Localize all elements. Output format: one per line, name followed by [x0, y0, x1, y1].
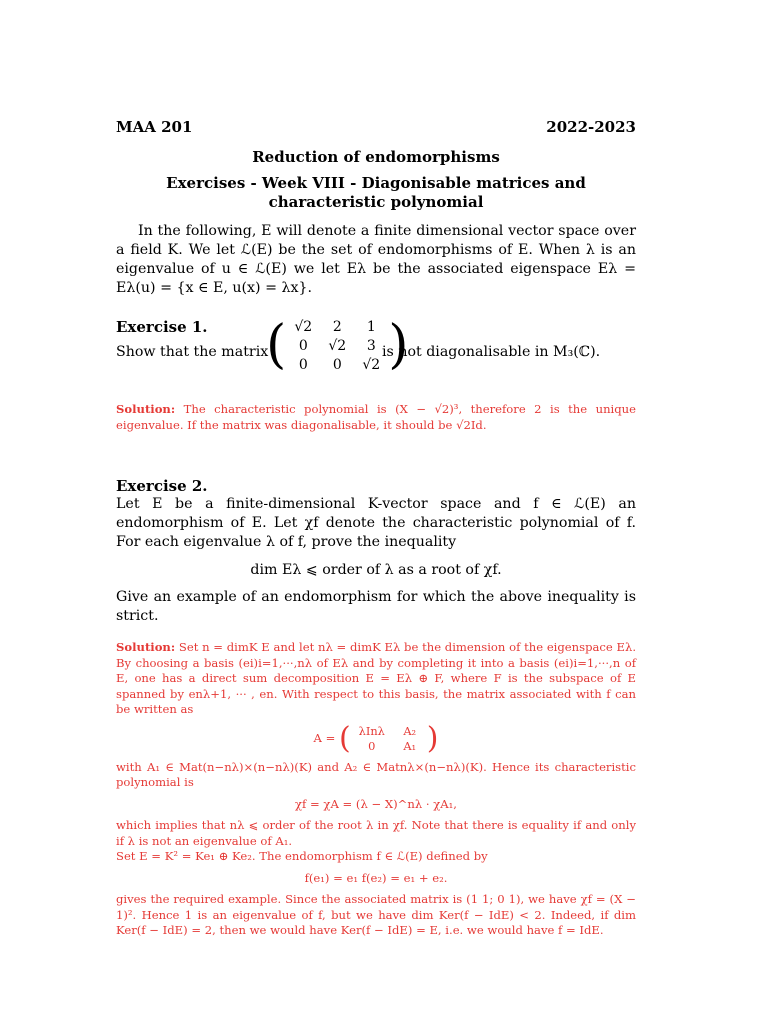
exercise-1-solution	[116, 402, 636, 433]
solution-text: The characteristic polynomial is (X − √2)³, therefore 2 is the unique eigenvalue. If the matrix was diagonalisable, it should be √2Id.	[116, 402, 636, 432]
exercise-1-text-before: Show that the matrix	[116, 344, 269, 360]
exercise-2-inequality: dim Eλ ⩽ order of λ as a root of χf.	[250, 562, 502, 578]
left-paren: (	[339, 720, 351, 756]
solution-paragraph-3: which implies that nλ ⩽ order of the root λ in χf. Note that there is equality if and only if λ is not an eigenvalue of A₁.	[116, 818, 636, 848]
matrix-lhs: A =	[313, 730, 336, 745]
document-title: Reduction of endomorphisms	[252, 148, 500, 166]
block-matrix	[339, 720, 439, 756]
matrix-cell: λInλ	[358, 723, 385, 738]
matrix-cell: √2	[328, 338, 347, 354]
matrix-cell: 3	[366, 338, 376, 354]
right-paren: )	[388, 315, 409, 375]
matrix-cell: 1	[366, 319, 376, 335]
solution-label: Solution:	[116, 402, 176, 416]
solution-paragraph-1	[116, 640, 636, 718]
exercise-1-text-after: is not diagonalisable in M₃(ℂ).	[382, 344, 601, 360]
academic-year: 2022-2023	[546, 118, 636, 136]
course-code: MAA 201	[116, 118, 193, 136]
matrix-cell: 2	[332, 319, 342, 335]
exercise-2-heading: Exercise 2.	[116, 477, 208, 495]
exercise-2-question: Give an example of an endomorphism for which the above inequality is strict.	[116, 589, 636, 624]
matrix-cell: 0	[298, 338, 308, 354]
exercise-2-statement: Let E be a finite-dimensional K-vector space and f ∈ ℒ(E) an endomorphism of E. Let χf denote the characteristic polynomial of f. For each eigenvalue λ of f, prove the inequality	[116, 496, 636, 550]
matrix-cell: √2	[362, 357, 381, 373]
exercise-1	[116, 315, 636, 376]
document-subtitle: Exercises - Week VIII - Diagonisable matrices and characteristic polynomial	[166, 174, 586, 211]
endomorphism-definition: f(e₁) = e₁ f(e₂) = e₁ + e₂.	[304, 870, 448, 885]
matrix-cell: A₁	[403, 738, 417, 753]
block-matrix-grid	[351, 724, 427, 754]
matrix-cell: 0	[332, 357, 342, 373]
solution-paragraph-2: with A₁ ∈ Mat(n−nλ)×(n−nλ)(K) and A₂ ∈ Matnλ×(n−nλ)(K). Hence its characteristic polynomial is	[116, 759, 636, 789]
document-page	[116, 118, 636, 939]
block-matrix-display	[116, 720, 636, 756]
matrix-cell: 0	[368, 738, 376, 753]
solution-paragraph-4: Set E = K² = Ke₁ ⊕ Ke₂. The endomorphism f ∈ ℒ(E) defined by	[116, 849, 488, 863]
matrix-cell: 0	[298, 357, 308, 373]
exercise-2-solution	[116, 640, 636, 939]
exercise-1-heading: Exercise 1.	[116, 318, 208, 336]
matrix-cell: A₂	[403, 723, 417, 738]
solution-paragraph-5: gives the required example. Since the associated matrix is (1 1; 0 1), we have χf = (X − 1)². Hence 1 is an eigenvalue of f, but we have dim Ker(f − IdE) < 2. Indeed, if dim Ker(f − IdE) = 2, then we would have Ker(f − IdE) = E, i.e. we would have f = IdE.	[116, 892, 636, 937]
characteristic-polynomial: χf = χA = (λ − X)^nλ · χA₁,	[295, 796, 457, 811]
matrix-grid	[286, 318, 388, 375]
solution-label: Solution:	[116, 640, 176, 654]
matrix-cell: √2	[294, 319, 313, 335]
intro-paragraph: In the following, E will denote a finite dimensional vector space over a field K. We let ℒ(E) be the set of endomorphisms of E. When λ is an eigenvalue of u ∈ ℒ(E) we let Eλ be the associated eigenspace Eλ = Eλ(u) = {x ∈ E, u(x) = λx}.	[116, 223, 636, 296]
right-paren: )	[426, 720, 439, 756]
solution-text: Set n = dimK E and let nλ = dimK Eλ be the dimension of the eigenspace Eλ. By choosing a basis (ei)i=1,···,nλ of Eλ and by completing it into a basis (ei)i=1,···,n of E, one has a direct sum decomposition E = Eλ ⊕ F, where F is the subspace of E spanned by enλ+1, ··· , en. With respect to this basis, the matrix associated with f can be written as	[116, 640, 637, 716]
left-paren: (	[266, 315, 287, 375]
document-header	[116, 118, 636, 144]
